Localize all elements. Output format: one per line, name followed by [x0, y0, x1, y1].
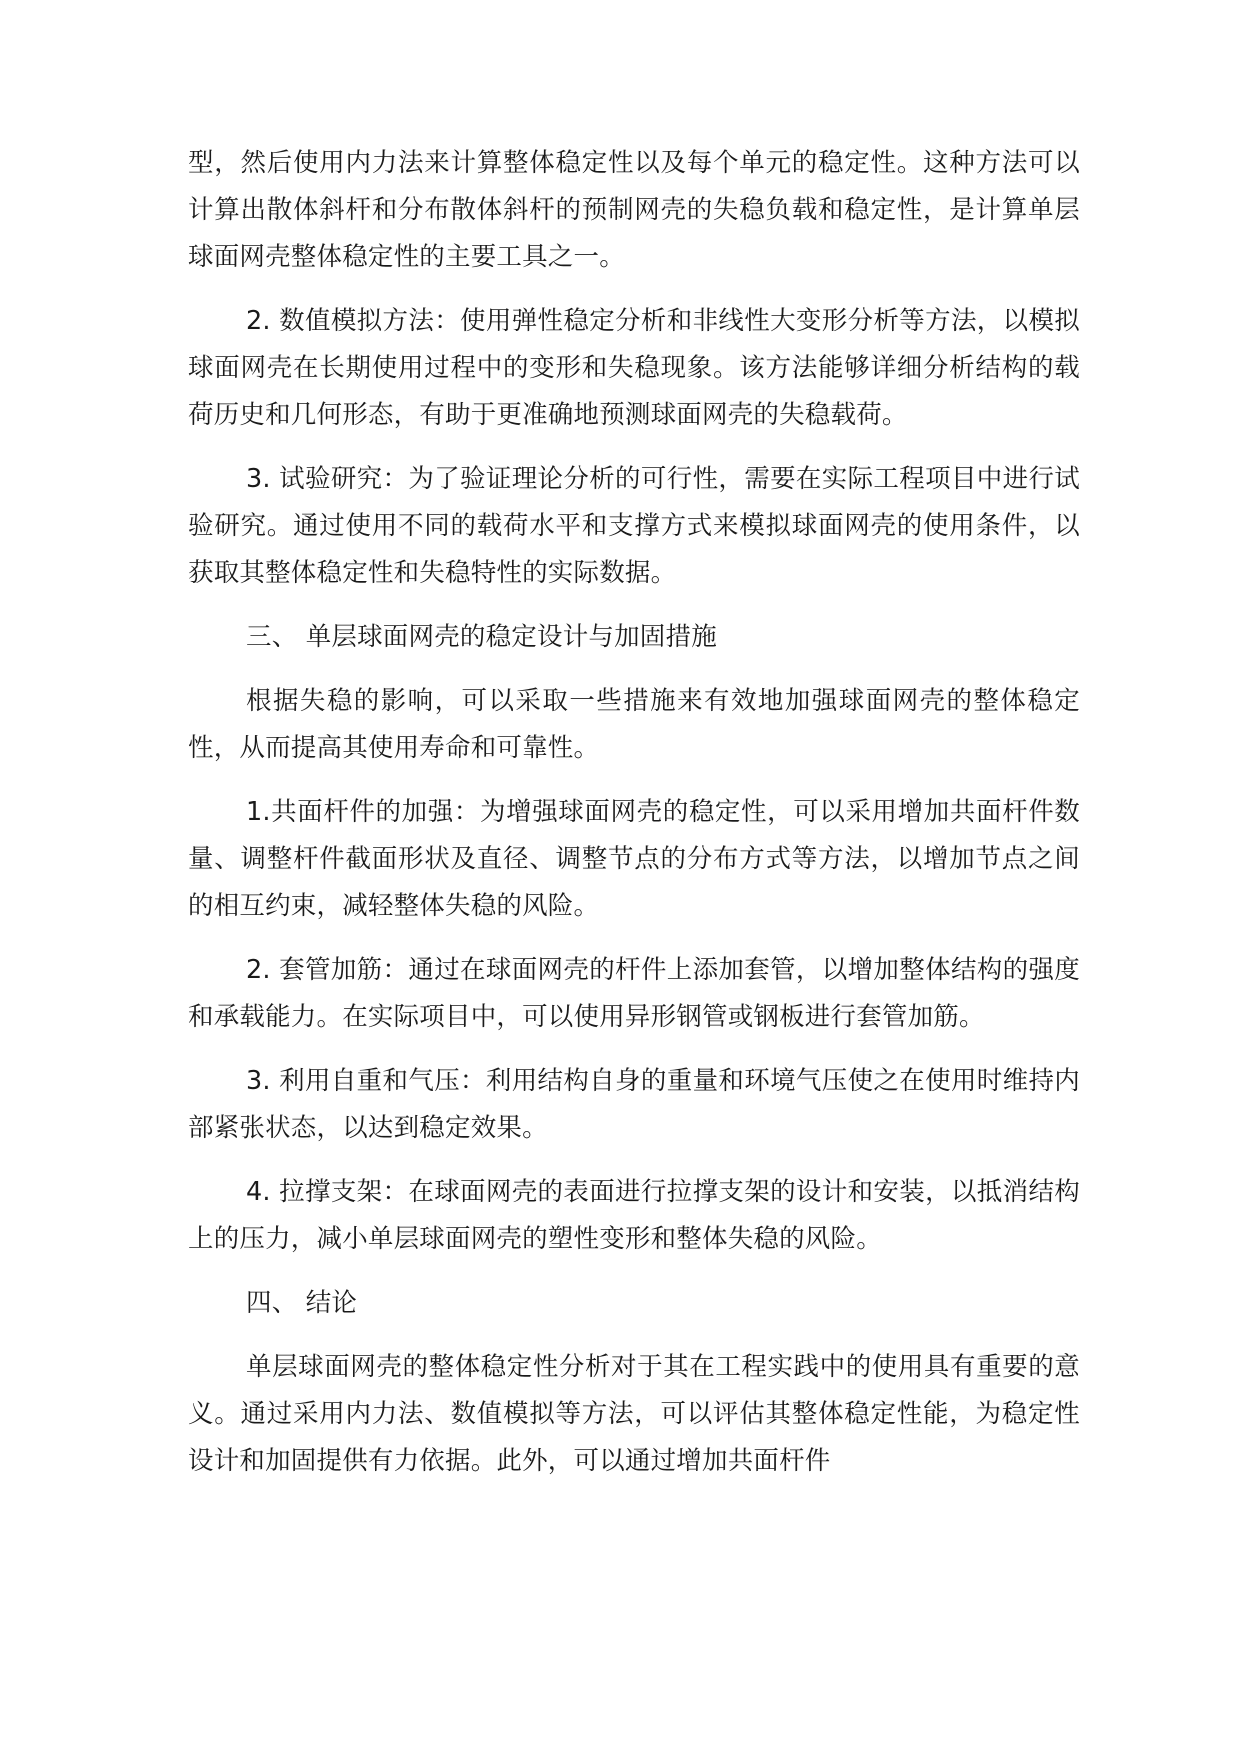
paragraph-bracing-frame: 4. 拉撑支架：在球面网壳的表面进行拉撑支架的设计和安装，以抵消结构上的压力，减小单层球面网壳的塑性变形和整体失稳的风险。: [188, 1177, 1080, 1254]
section-heading-3: 三、 单层球面网壳的稳定设计与加固措施: [246, 622, 717, 652]
section-heading-4: 四、 结论: [246, 1288, 358, 1318]
paragraph-section-3-intro: 根据失稳的影响，可以采取一些措施来有效地加强球面网壳的整体稳定性，从而提高其使用寿命和可靠性。: [188, 686, 1080, 763]
paragraph-coplanar-members: 1.共面杆件的加强：为增强球面网壳的稳定性，可以采用增加共面杆件数量、调整杆件截面形状及直径、调整节点的分布方式等方法，以增加节点之间的相互约束，减轻整体失稳的风险。: [188, 797, 1080, 921]
paragraph-continuation: 型，然后使用内力法来计算整体稳定性以及每个单元的稳定性。这种方法可以计算出散体斜杆和分布散体斜杆的预制网壳的失稳负载和稳定性，是计算单层球面网壳整体稳定性的主要工具之一。: [188, 148, 1080, 272]
document-page: [188, 140, 1080, 1502]
paragraph-self-weight-pressure: 3. 利用自重和气压：利用结构自身的重量和环境气压使之在使用时维持内部紧张状态，以达到稳定效果。: [188, 1066, 1080, 1143]
paragraph-conclusion: 单层球面网壳的整体稳定性分析对于其在工程实践中的使用具有重要的意义。通过采用内力法、数值模拟等方法，可以评估其整体稳定性能，为稳定性设计和加固提供有力依据。此外，可以通过增加共面杆件: [188, 1352, 1080, 1476]
paragraph-sleeve-reinforcement: 2. 套管加筋：通过在球面网壳的杆件上添加套管，以增加整体结构的强度和承载能力。在实际项目中，可以使用异形钢管或钢板进行套管加筋。: [188, 955, 1080, 1032]
paragraph-experimental-research: 3. 试验研究：为了验证理论分析的可行性，需要在实际工程项目中进行试验研究。通过使用不同的载荷水平和支撑方式来模拟球面网壳的使用条件，以获取其整体稳定性和失稳特性的实际数据。: [188, 464, 1080, 588]
paragraph-numerical-simulation: 2. 数值模拟方法：使用弹性稳定分析和非线性大变形分析等方法，以模拟球面网壳在长期使用过程中的变形和失稳现象。该方法能够详细分析结构的载荷历史和几何形态，有助于更准确地预测球面网壳的失稳载荷。: [188, 306, 1080, 430]
